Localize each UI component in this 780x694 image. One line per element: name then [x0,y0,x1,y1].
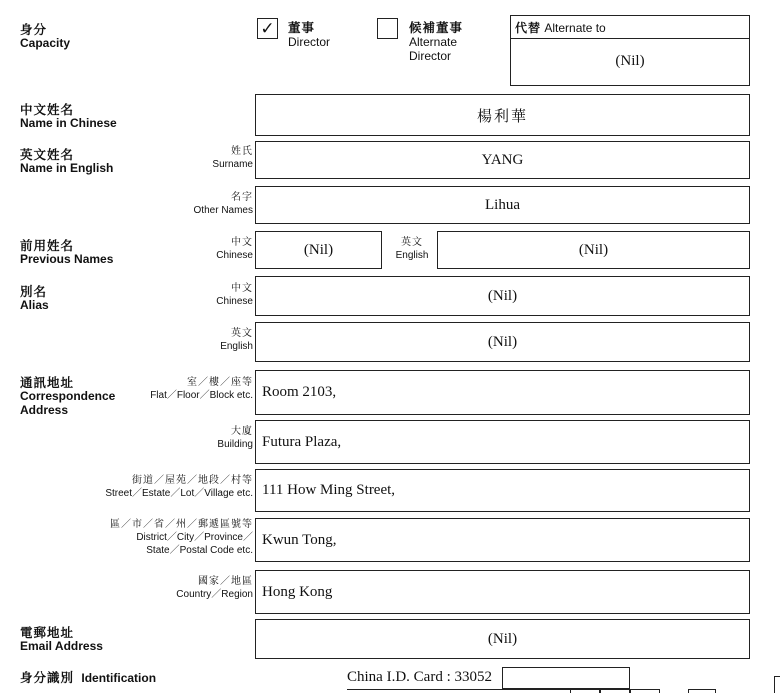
building-sublabel-en: Building [217,439,253,450]
surname-sublabel [212,145,253,171]
district-sublabel-zh: 區／市／省／州／郵遞區號等 [110,519,253,530]
address-label-en: Correspondence [20,389,116,403]
alias-chinese-sublabel [216,282,253,308]
id-digit-box-3[interactable] [630,689,660,693]
other-names-field[interactable]: Lihua [255,186,750,224]
district-sublabel-en-2: State／Postal Code etc. [146,545,253,556]
alias-english-sublabel-zh: 英文 [231,328,253,339]
alternate-director-checkbox[interactable] [377,18,398,39]
address-label-en-2: Address [20,403,69,417]
surname-sublabel-en: Surname [212,159,253,170]
id-digit-box-4[interactable] [688,689,716,693]
building-sublabel-zh: 大廈 [231,426,253,437]
previous-chinese-sublabel-zh: 中文 [231,237,253,248]
flat-sublabel-zh: 室／樓／座等 [187,377,253,388]
district-field[interactable]: Kwun Tong, [255,518,750,562]
street-sublabel-en: Street／Estate／Lot／Village etc. [105,488,253,499]
identification-label [20,668,156,686]
country-field[interactable]: Hong Kong [255,570,750,614]
district-sublabel-en: District／City／Province／ [136,532,253,543]
chinese-name-field[interactable]: 楊利華 [255,94,750,136]
street-field[interactable]: 111 How Ming Street, [255,469,750,512]
country-sublabel-zh: 國家／地區 [198,576,253,587]
street-sublabel [105,474,253,500]
previous-names-label-zh: 前用姓名 [20,238,75,253]
previous-chinese-sublabel-en: Chinese [216,250,253,261]
identification-field[interactable] [502,667,630,689]
email-label-en: Email Address [20,639,103,653]
previous-chinese-field[interactable]: (Nil) [255,231,382,269]
english-name-label-en: Name in English [20,161,114,175]
alias-label-en: Alias [20,298,49,312]
previous-names-label-en: Previous Names [20,252,114,266]
chinese-name-label-zh: 中文姓名 [20,102,75,117]
identification-value: China I.D. Card : 33052 [347,669,492,685]
director-label-zh: 董事 [288,20,316,35]
flat-field[interactable]: Room 2103, [255,370,750,415]
alternate-to-box[interactable] [510,15,750,86]
alias-label-zh: 別名 [20,284,48,299]
capacity-label-en: Capacity [20,36,71,50]
identification-label-zh: 身分識別 [20,670,75,685]
alternate-to-label-en: Alternate to [544,21,606,35]
alias-chinese-sublabel-en: Chinese [216,296,253,307]
alternate-director-label-en-2: Director [409,49,452,63]
previous-english-field[interactable]: (Nil) [437,231,750,269]
page-edge-mark [774,676,780,693]
other-names-sublabel-en: Other Names [193,205,253,216]
chinese-name-label-en: Name in Chinese [20,116,117,130]
director-checkbox[interactable]: ✓ [257,18,278,39]
alternate-director-label-zh: 候補董事 [409,20,464,35]
address-label-zh: 通訊地址 [20,375,75,390]
alias-english-field[interactable]: (Nil) [255,322,750,362]
other-names-sublabel [194,191,253,217]
country-sublabel [176,575,253,601]
previous-english-sublabel-en: English [395,250,429,261]
alternate-to-label-zh: 代替 [515,21,542,35]
building-sublabel [217,425,253,451]
alias-english-sublabel [220,327,253,353]
id-digit-box-1[interactable] [570,689,600,693]
previous-english-sublabel-zh: 英文 [401,237,423,248]
alternate-to-value: (Nil) [615,53,645,69]
id-digit-box-2[interactable] [600,689,630,693]
previous-english-sublabel [390,236,434,262]
capacity-label-zh: 身分 [20,22,48,37]
building-field[interactable]: Futura Plaza, [255,420,750,464]
district-sublabel [110,518,253,557]
flat-sublabel [150,376,253,402]
flat-sublabel-en: Flat／Floor／Block etc. [150,390,253,401]
director-label-en: Director [288,35,331,49]
surname-field[interactable]: YANG [255,141,750,179]
street-sublabel-zh: 街道／屋苑／地段／村等 [132,475,253,486]
identification-label-en: Identification [81,671,157,685]
alias-chinese-sublabel-zh: 中文 [231,283,253,294]
country-sublabel-en: Country／Region [176,589,253,600]
english-name-label-zh: 英文姓名 [20,147,75,162]
alternate-director-label-en: Alternate [409,35,458,49]
email-field[interactable]: (Nil) [255,619,750,659]
email-label-zh: 電郵地址 [20,625,75,640]
surname-sublabel-zh: 姓氏 [231,146,253,157]
previous-chinese-sublabel [216,236,253,262]
alias-english-sublabel-en: English [220,341,253,352]
other-names-sublabel-zh: 名字 [231,192,253,203]
alias-chinese-field[interactable]: (Nil) [255,276,750,316]
